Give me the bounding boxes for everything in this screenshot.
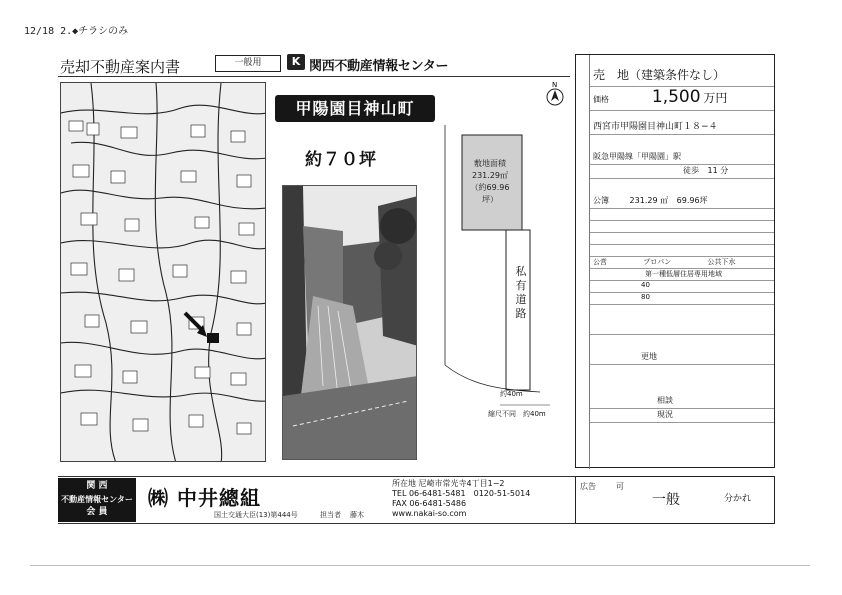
trade-type: 一般 [652,492,680,508]
land-area-unit: ㎡ [660,196,669,205]
spec-line [590,233,774,245]
plot-area-label [470,158,510,206]
north-compass-icon [545,80,565,106]
plot-dimension: 約40m [500,390,523,398]
header-divider [58,76,570,77]
walk-label: 徒歩 [683,166,699,175]
license-number: 国土交通大臣(13)第444号 [214,511,298,519]
private-road-label: 私有道路 [515,265,527,320]
zone: 第一種低層住居専用地域 [590,269,774,281]
size-tsubo: 約７０坪 [305,150,377,170]
spec-side-column [576,55,590,469]
water: 公営 [593,258,607,266]
page-bottom-rule [30,565,810,566]
ad-label: 広告 [580,482,596,491]
far: 80 [641,293,650,301]
corp-fax: FAX 06-6481-5486 [392,499,467,508]
spec-line [590,221,774,233]
land-area: 231.29 [629,196,658,205]
coverage-row [590,281,774,293]
person-label: 担当者 [320,511,341,519]
gas: プロパン [643,258,672,266]
station: 阪急甲陽線「甲陽園」駅 [590,151,774,165]
land-area-tsubo: 69.96坪 [676,196,708,205]
ad-value: 可 [616,482,624,491]
plot-area-tsubo: （約69.96坪） [470,183,510,204]
site-photo [282,185,417,460]
plot-scale: 縮尺不同 約40m [488,410,546,418]
address: 西宮市甲陽園目神山町１８−４ [590,119,774,135]
land-area-label: 公簿 [593,196,609,205]
coverage: 40 [641,281,650,289]
classification-badge: 一般用 [215,55,281,72]
spec-line [590,209,774,221]
corp-address: 所在地 尼崎市常光寺4丁目1−2 [392,479,505,488]
document-title: 売却不動産案内書 [60,58,181,76]
map-drawing [61,83,266,462]
price-value: 1,500 [651,87,701,107]
current-row [590,409,774,423]
contact-block [392,479,530,519]
price-row [590,87,774,111]
land-area-row [590,195,774,209]
handover: 相談 [657,396,673,405]
status: 更地 [641,352,657,361]
terms-box [575,476,775,524]
plot-area-value: 231.29㎡ [472,171,508,180]
assoc-line-3: 会 員 [86,507,108,517]
spec-notes [590,305,774,335]
price-label: 価格 [593,95,609,104]
property-type: 売 地（建築条件なし） [590,65,774,87]
assoc-line-1: 関 西 [86,481,108,491]
svg-text:N: N [552,81,558,89]
plot-area-text: 敷地面積 [474,159,506,168]
assoc-line-2: 不動産情報センター [61,495,133,504]
fax-stamp: 12/18 2.◆チラシのみ [24,26,129,37]
spec-table [575,54,775,468]
price-unit: 万円 [703,91,728,105]
spec-line [590,245,774,257]
utilities-row [590,257,774,269]
walk-minutes: 11 [707,166,718,175]
far-row [590,293,774,305]
association-badge [58,478,136,522]
walk-time-row [590,165,774,179]
location-map [60,82,266,462]
walk-unit: 分 [720,166,729,175]
photo-drawing [283,186,417,460]
current: 現況 [657,410,673,419]
sewer: 公共下水 [707,258,736,266]
corp-name: ㈱ 中井總組 [148,486,261,510]
person-name: 藤木 [350,511,364,519]
corp-tel: TEL 06-6481-5481 0120-51-5014 [392,489,531,498]
center-logo-icon: K [287,54,305,70]
commission: 分かれ [724,494,752,504]
property-marker [207,333,219,343]
status-row [590,351,774,365]
corp-url[interactable]: www.nakai-so.com [392,509,467,518]
center-name: 関西不動産情報センター [309,59,449,74]
handover-row [590,395,774,409]
town-banner: 甲陽園目神山町 [275,95,435,122]
